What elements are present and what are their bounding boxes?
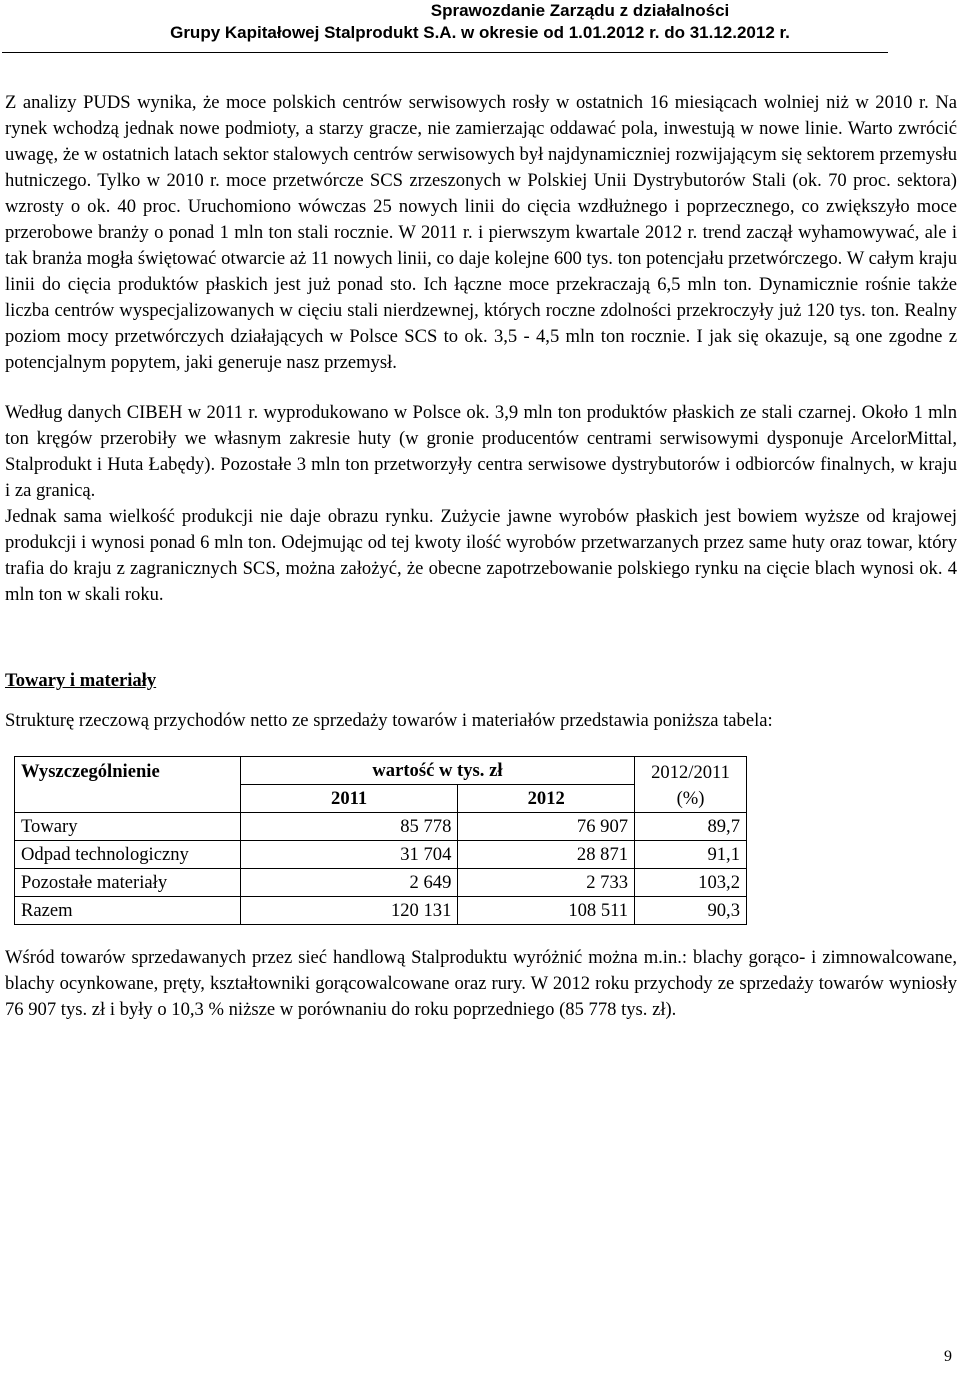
revenue-table <box>14 756 747 925</box>
header-2011: 2011 <box>240 785 458 813</box>
document-body <box>5 90 957 1023</box>
header-divider <box>2 52 888 53</box>
section-intro: Strukturę rzeczową przychodów netto ze sprzedaży towarów i materiałów przedstawia poniższa tabela: <box>5 710 773 731</box>
table-row <box>15 841 747 869</box>
row-value-2012: 2 733 <box>458 869 635 897</box>
table-row <box>15 869 747 897</box>
header-line-2: Grupy Kapitałowej Stalprodukt S.A. w okresie od 1.01.2012 r. do 31.12.2012 r. <box>170 23 790 42</box>
table-row <box>15 813 747 841</box>
header-ratio <box>635 757 747 813</box>
paragraph-puds-analysis: Z analizy PUDS wynika, że moce polskich centrów serwisowych rosły w ostatnich 16 miesiącach wolniej niż w 2010 r. Na rynek wchodzą jednak nowe podmioty, a starzy gracze, nie zamierzając oddawać pola, inwestują w nowe linie. Warto zwrócić uwagę, że w ostatnich latach sektor stalowych centrów serwisowych był najdynamiczniej rozwijającym się sektorem przemysłu hutniczego. Tylko w 2010 r. moce przetwórcze SCS zrzeszonych w Polskiej Unii Dystrybutorów Stali (ok. 70 proc. sektora) wzrosty o ok. 40 proc. Uruchomiono wówczas 25 nowych linii do cięcia wzdłużnego i poprzecznego, co zwiększyło moce przerobowe branży o ponad 1 mln ton stali rocznie. W 2011 r. i pierwszym kwartale 2012 r. trend zaczął wyhamowywać, ale i tak branża mogła świętować otwarcie aż 11 nowych linii, co daje kolejne 600 tys. ton potencjału przetwórczego. W całym kraju linii do cięcia produktów płaskich jest już ponad sto. Ich łączne moce przekraczają 6,5 mln ton. Dynamicznie rośnie także liczba centrów wyspecjalizowanych w cięciu stali nierdzewnej, których roczne zdolności przekroczyły już 120 tys. ton. Realny poziom mocy przetwórczych działających w Polsce SCS to ok. 3,5 - 4,5 mln ton rocznie. I jak się okazuje, są one zgodne z potencjalnym popytem, jaki generuje nasz przemysł. <box>5 92 957 373</box>
row-name: Razem <box>15 897 241 925</box>
page-header <box>0 0 960 44</box>
table-header-row <box>15 757 747 785</box>
header-value-group: wartość w tys. zł <box>240 757 634 785</box>
row-value-2012: 108 511 <box>458 897 635 925</box>
row-value-2011: 2 649 <box>240 869 458 897</box>
header-ratio-line1: 2012/2011 <box>651 762 730 783</box>
section-heading: Towary i materiały <box>5 670 157 691</box>
row-ratio: 90,3 <box>635 897 747 925</box>
row-value-2011: 120 131 <box>240 897 458 925</box>
row-value-2012: 76 907 <box>458 813 635 841</box>
paragraph-cibeh-data: Według danych CIBEH w 2011 r. wyprodukowano w Polsce ok. 3,9 mln ton produktów płaskich ze stali czarnej. Około 1 mln ton kręgów przerobiły we własnym zakresie huty (w gronie producentów centrami serwisowymi dysponuje ArcelorMittal, Stalprodukt i Huta Łabędy). Pozostałe 3 mln ton przetworzyły centra serwisowe dystrybutorów i odbiorców finalnych, w kraju i za granicą. <box>5 402 957 501</box>
row-name: Odpad technologiczny <box>15 841 241 869</box>
header-ratio-line2: (%) <box>676 788 705 809</box>
row-value-2011: 31 704 <box>240 841 458 869</box>
row-name: Towary <box>15 813 241 841</box>
header-2012: 2012 <box>458 785 635 813</box>
row-value-2012: 28 871 <box>458 841 635 869</box>
paragraph-goods-summary: Wśród towarów sprzedawanych przez sieć handlową Stalproduktu wyróżnić można m.in.: blachy gorąco- i zimnowalcowane, blachy ocynkowane, pręty, kształtowniki gorącowalcowane oraz rury. W 2012 roku przychody ze sprzedaży towarów wyniosły 76 907 tys. zł i były o 10,3 % niższe w porównaniu do roku poprzedniego (85 778 tys. zł). <box>5 947 957 1020</box>
row-ratio: 103,2 <box>635 869 747 897</box>
header-line-1: Sprawozdanie Zarządu z działalności <box>430 1 730 20</box>
header-item: Wyszczególnienie <box>15 757 241 813</box>
row-ratio: 89,7 <box>635 813 747 841</box>
row-name: Pozostałe materiały <box>15 869 241 897</box>
paragraph-market-demand: Jednak sama wielkość produkcji nie daje obrazu rynku. Zużycie jawne wyrobów płaskich jest bowiem wyższe od krajowej produkcji i wynosi ponad 6 mln ton. Odejmując od tej kwoty ilość wyrobów przetwarzanych przez same huty oraz towar, który trafia do kraju z zagranicznych SCS, można założyć, że obecne zapotrzebowanie polskiego rynku na cięcie blach wynosi ok. 4 mln ton w skali roku. <box>5 506 957 605</box>
table-row-total <box>15 897 747 925</box>
row-ratio: 91,1 <box>635 841 747 869</box>
page-number: 9 <box>944 1348 952 1365</box>
row-value-2011: 85 778 <box>240 813 458 841</box>
